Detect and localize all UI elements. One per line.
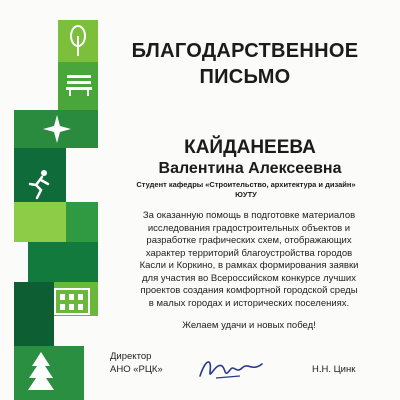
title-line: БЛАГОДАРСТВЕННОЕ <box>131 40 359 62</box>
deco-block <box>66 202 98 242</box>
body-line: в малых городах и исторических поселениях. <box>148 297 350 309</box>
title-line: ПИСЬМО <box>199 66 291 88</box>
signer-title <box>110 350 163 376</box>
decorative-column <box>14 10 102 400</box>
body-line: характер территорий благоустройства городов <box>145 247 353 259</box>
recipient-surname: КАЙДАНЕЕВА <box>184 137 316 158</box>
signature-graphic <box>196 352 266 384</box>
letter-body <box>104 210 394 310</box>
page-title <box>104 38 386 90</box>
recipient-name: Валентина Алексеевна <box>158 160 342 177</box>
recipient-role <box>96 180 396 200</box>
fir-tree-icon <box>26 350 56 394</box>
runner-icon <box>24 168 56 200</box>
signer-title-line: АНО «РЦК» <box>110 364 163 375</box>
star-icon <box>42 114 72 144</box>
tree-icon <box>64 24 92 58</box>
building-icon <box>52 286 92 316</box>
body-line: разработке графических схем, отображающих <box>146 235 352 246</box>
role-line: Студент кафедры «Строительство, архитектура и дизайн» <box>136 180 356 189</box>
body-line: проектов создания комфортной городской среды <box>140 285 358 296</box>
body-line: За оказанную помощь в подготовке материалов <box>142 210 356 221</box>
deco-block <box>14 202 66 242</box>
bench-icon <box>64 72 94 98</box>
signer-name: Н.Н. Цинк <box>312 364 356 375</box>
signer-title-line: Директор <box>110 351 152 362</box>
body-line: Касли и Коркино, в рамках формирования заявки <box>139 260 359 271</box>
closing-wish: Желаем удачи и новых побед! <box>182 320 316 331</box>
body-line: для участия во Всероссийском конкурсе лучших <box>141 272 356 284</box>
role-line: ЮУТУ <box>235 190 257 199</box>
deco-block <box>28 242 98 282</box>
deco-block <box>14 282 54 346</box>
body-line: исследования градостроительных объектов и <box>147 222 351 234</box>
